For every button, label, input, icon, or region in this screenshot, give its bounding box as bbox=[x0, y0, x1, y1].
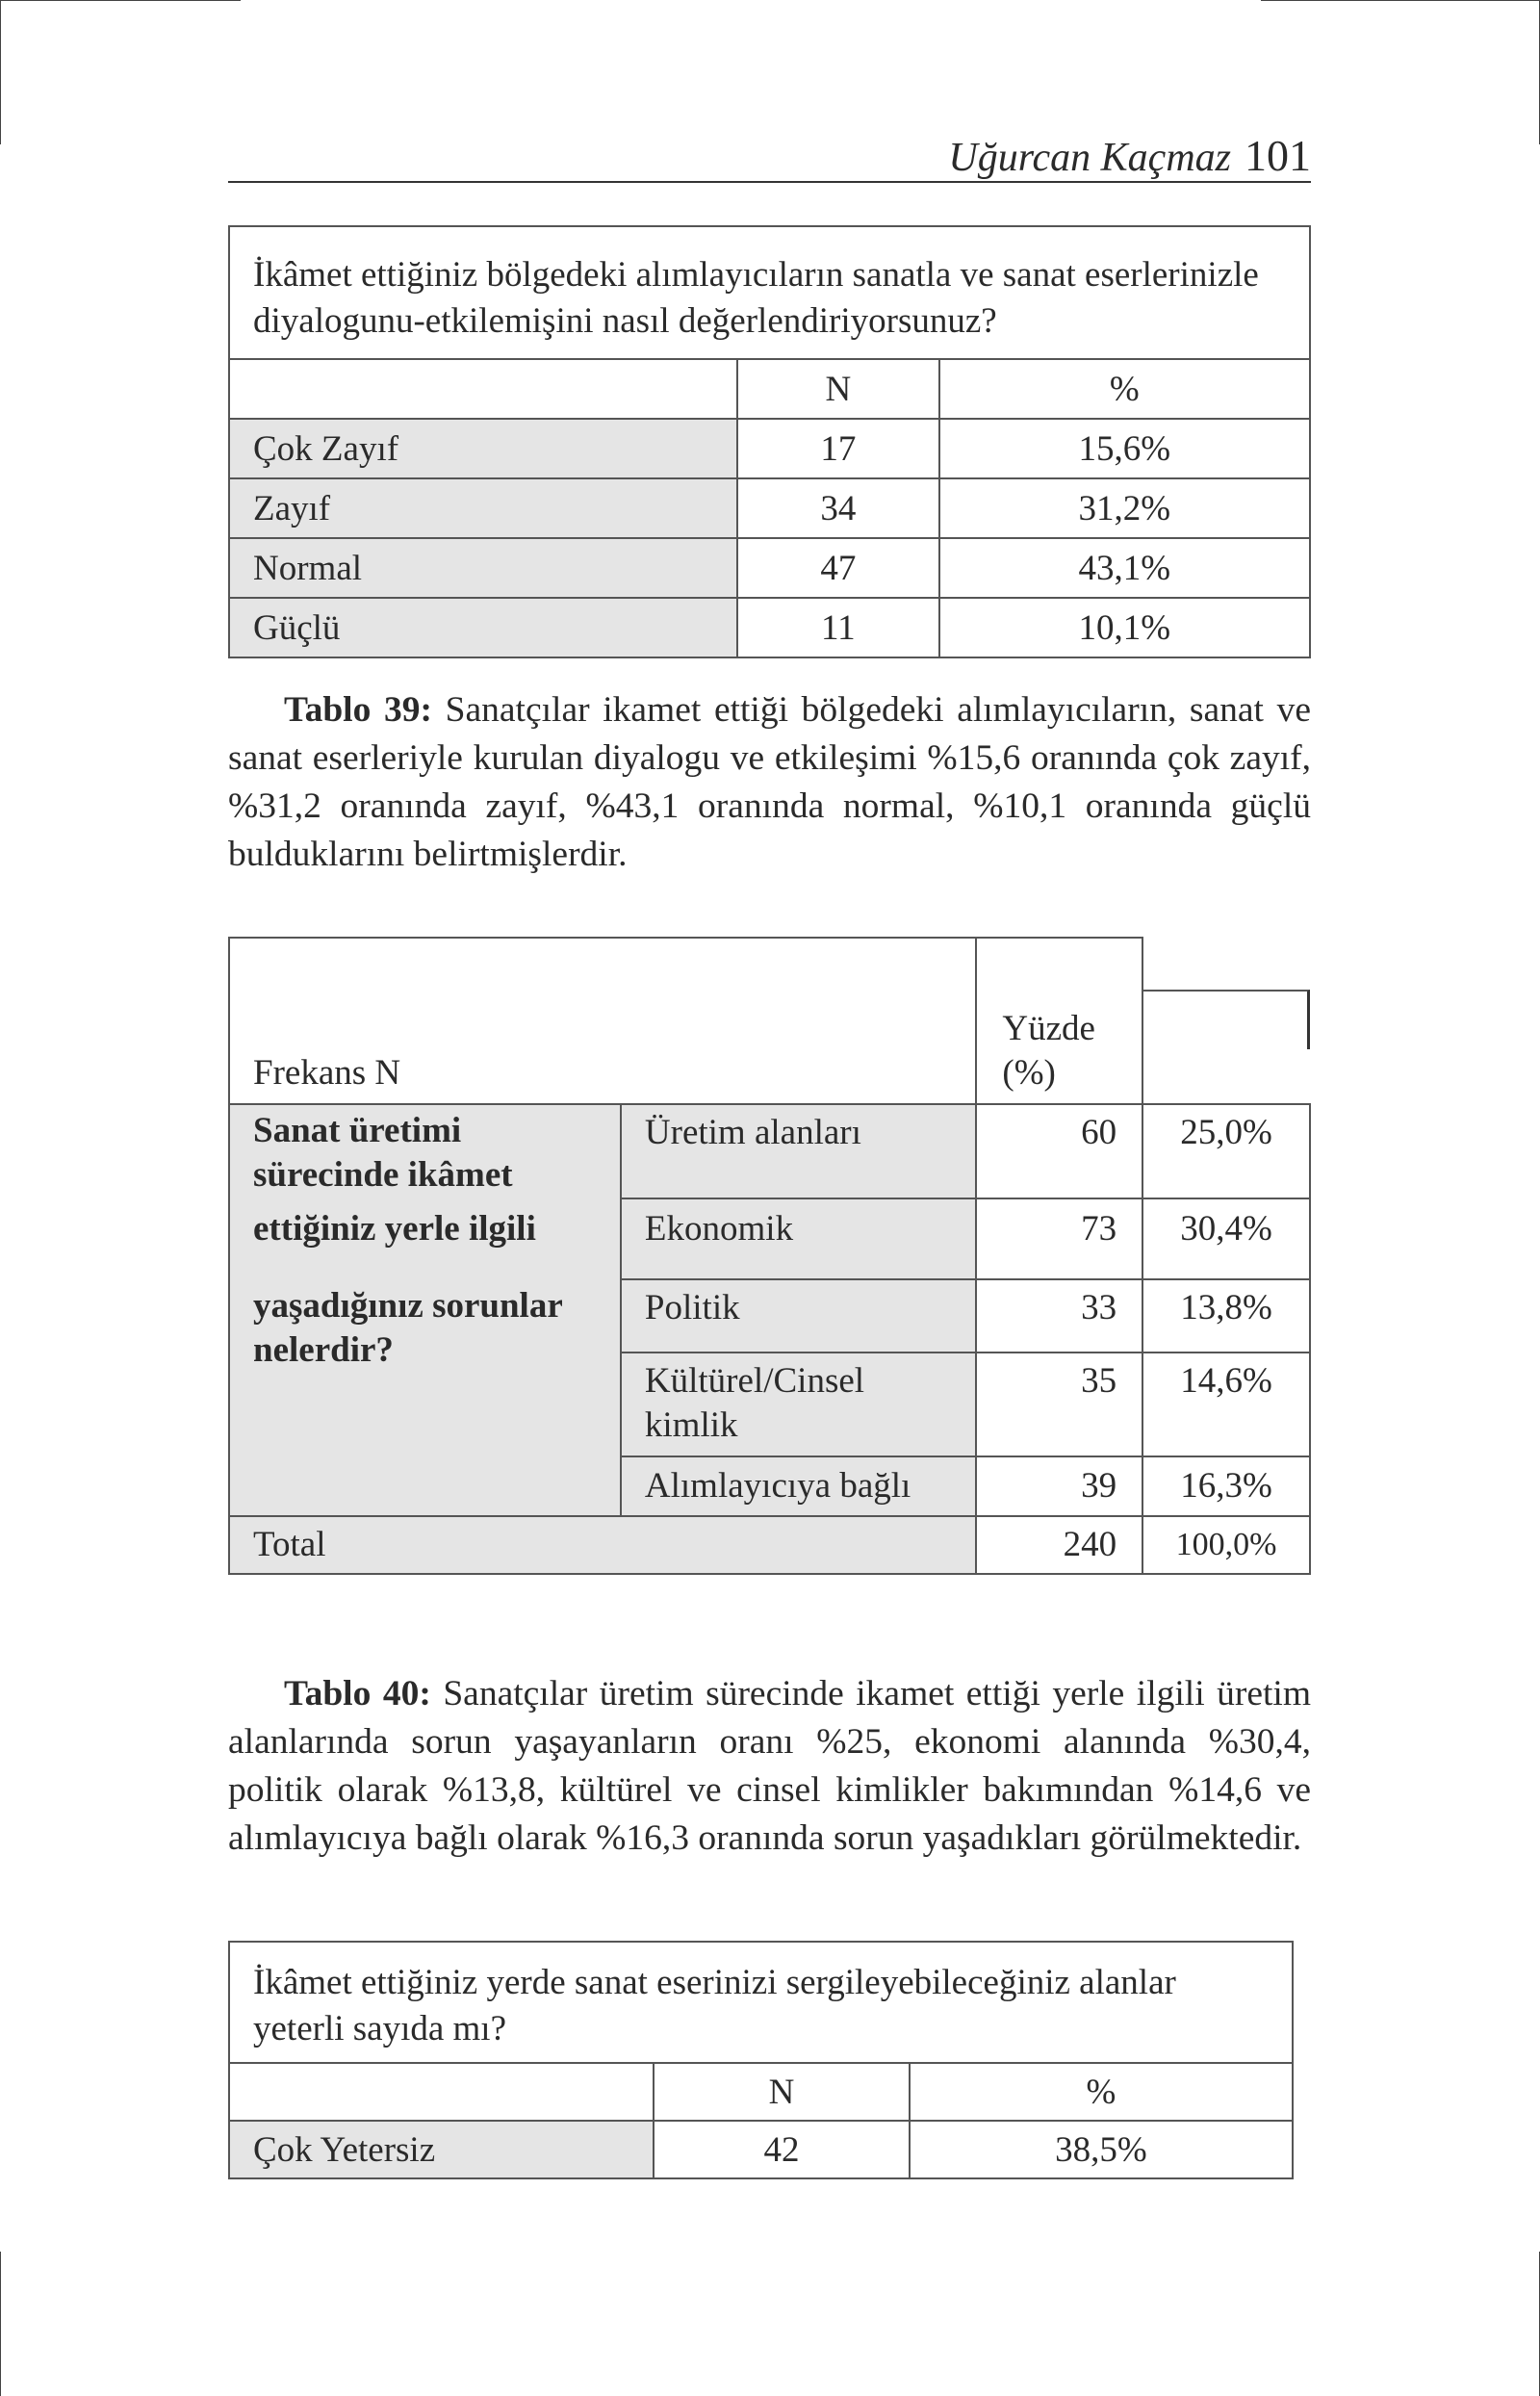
total-label: Total bbox=[229, 1516, 976, 1574]
running-header bbox=[228, 131, 1311, 183]
row-label: Çok Yetersiz bbox=[229, 2121, 654, 2178]
row-percent: 10,1% bbox=[939, 598, 1310, 657]
crop-mark bbox=[0, 0, 241, 1]
row-percent: 25,0% bbox=[1142, 1104, 1310, 1198]
row-percent: 14,6% bbox=[1142, 1353, 1310, 1456]
row-percent: 38,5% bbox=[910, 2121, 1293, 2178]
paragraph-text: Sanatçılar üretim sürecinde ikamet ettiği yerle ilgili üretim alanlarında sorun yaşayanların oranı %25, ekonomi alanında %30,4, politik olarak %13,8, kültürel ve cinsel kimlikler bakımından %14,6 ve alımlayıcıya bağlı olarak %16,3 oranında sorun yaşadıkları görülmektedir. bbox=[228, 1674, 1311, 1858]
row-label: Politik bbox=[621, 1279, 976, 1353]
column-header-n: N bbox=[737, 359, 939, 419]
header-frequency: Frekans N bbox=[229, 938, 976, 1104]
header-percent: Yüzde (%) bbox=[976, 938, 1142, 1104]
row-percent: 30,4% bbox=[1142, 1198, 1310, 1279]
table-question: İkâmet ettiğiniz bölgedeki alımlayıcıların sanatla ve sanat eserlerinizle diyalogunu-etkilemişini nasıl değerlendiriyorsunuz? bbox=[229, 226, 1310, 359]
row-label: Alımlayıcıya bağlı bbox=[621, 1456, 976, 1516]
column-header-percent: % bbox=[939, 359, 1310, 419]
table-question bbox=[229, 1104, 621, 1516]
row-label: Ekonomik bbox=[621, 1198, 976, 1279]
row-percent: 15,6% bbox=[939, 419, 1310, 478]
row-n: 11 bbox=[737, 598, 939, 657]
table-row bbox=[229, 598, 1310, 657]
row-percent: 13,8% bbox=[1142, 1279, 1310, 1353]
table-exhibition-spaces bbox=[228, 1941, 1294, 2179]
row-n: 17 bbox=[737, 419, 939, 478]
row-n: 39 bbox=[976, 1456, 1142, 1516]
header-author: Uğurcan Kaçmaz bbox=[948, 136, 1231, 180]
total-n: 240 bbox=[976, 1516, 1142, 1574]
row-percent: 31,2% bbox=[939, 478, 1310, 538]
row-n: 60 bbox=[976, 1104, 1142, 1198]
row-n: 35 bbox=[976, 1353, 1142, 1456]
row-n: 73 bbox=[976, 1198, 1142, 1279]
column-header-n: N bbox=[654, 2063, 909, 2121]
table-row bbox=[229, 538, 1310, 598]
table-row bbox=[229, 419, 1310, 478]
column-header-percent: % bbox=[910, 2063, 1293, 2121]
table-total-row bbox=[229, 1516, 1310, 1574]
paragraph-table-40 bbox=[228, 1670, 1311, 1863]
question-line: yaşadığınız sorunlar nelerdir? bbox=[253, 1286, 563, 1370]
row-n: 47 bbox=[737, 538, 939, 598]
total-percent: 100,0% bbox=[1142, 1516, 1310, 1574]
row-label: Çok Zayıf bbox=[229, 419, 737, 478]
row-percent: 43,1% bbox=[939, 538, 1310, 598]
header-corner-cell bbox=[1142, 938, 1310, 1104]
row-label: Zayıf bbox=[229, 478, 737, 538]
question-line: Sanat üretimi sürecinde ikâmet bbox=[253, 1111, 513, 1195]
crop-mark bbox=[1261, 0, 1540, 1]
table-problems bbox=[228, 937, 1311, 1575]
table-caption-label: Tablo 39: bbox=[284, 690, 432, 730]
header-empty-cell bbox=[229, 2063, 654, 2121]
row-label: Kültürel/Cinsel kimlik bbox=[621, 1353, 976, 1456]
row-label: Güçlü bbox=[229, 598, 737, 657]
table-row bbox=[229, 2121, 1293, 2178]
table-question: İkâmet ettiğiniz yerde sanat eserinizi sergileyebileceğiniz alanlar yeterli sayıda mı? bbox=[229, 1942, 1293, 2063]
row-n: 34 bbox=[737, 478, 939, 538]
header-empty-cell bbox=[229, 359, 737, 419]
table-caption-label: Tablo 40: bbox=[284, 1674, 431, 1713]
table-row bbox=[229, 1104, 1310, 1198]
paragraph-text: Sanatçılar ikamet ettiği bölgedeki alımlayıcıların, sanat ve sanat eserleriyle kurulan diyalogu ve etkileşimi %15,6 oranında çok zayıf, %31,2 oranında zayıf, %43,1 oranında normal, %10,1 oranında güçlü bulduklarını belirtmişlerdir. bbox=[228, 690, 1311, 874]
row-label: Üretim alanları bbox=[621, 1104, 976, 1198]
crop-mark bbox=[0, 2252, 1, 2396]
crop-mark bbox=[0, 0, 1, 144]
table-dialogue-rating bbox=[228, 225, 1311, 658]
question-line: ettiğiniz yerle ilgili bbox=[253, 1209, 536, 1249]
row-label: Normal bbox=[229, 538, 737, 598]
row-percent: 16,3% bbox=[1142, 1456, 1310, 1516]
header-corner-box bbox=[1143, 990, 1310, 1049]
row-n: 42 bbox=[654, 2121, 909, 2178]
table-row bbox=[229, 478, 1310, 538]
page-number: 101 bbox=[1245, 131, 1311, 180]
row-n: 33 bbox=[976, 1279, 1142, 1353]
paragraph-table-39 bbox=[228, 686, 1311, 879]
